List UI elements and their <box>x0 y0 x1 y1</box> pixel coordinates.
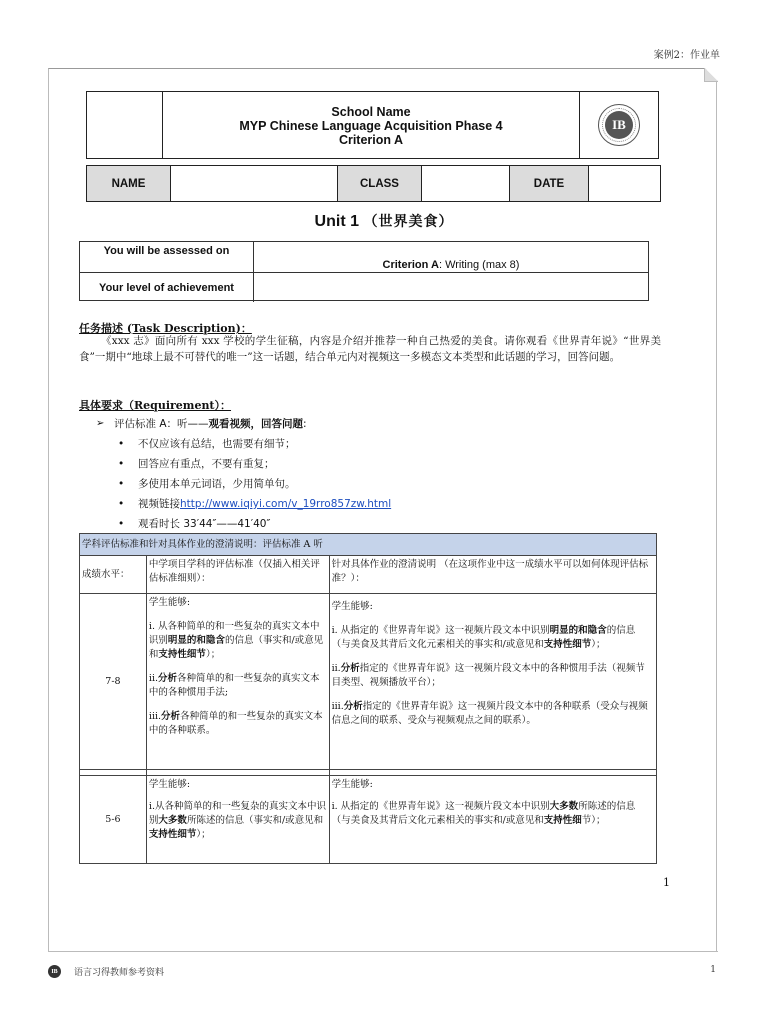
assessed-on-label: You will be assessed on <box>80 242 254 272</box>
sheet-right-edge <box>716 68 717 952</box>
date-label: DATE <box>510 166 589 201</box>
level-value: 5-6 <box>80 776 147 864</box>
header-title-cell <box>163 92 580 158</box>
list-item: • 多使用本单元词语，少用简单句。 <box>118 474 391 494</box>
criterion-detail: : Writing (max 8) <box>438 259 520 271</box>
task-description-text: 《xxx 志》面向所有 xxx 学校的学生征稿，内容是介绍并推荐一种自己热爱的美食。请你观看《世界青年说》“世界美食”一期中“地球上最不可替代的唯一”这一话题，结合单元内对视频这一多模态文本类型和此话题的学习，回答问题。 <box>79 335 661 363</box>
program-title: MYP Chinese Language Acquisition Phase 4 <box>239 119 503 133</box>
footer-ib-logo-icon: IB <box>48 965 61 978</box>
unit-title: Unit 1 <box>314 213 359 230</box>
page-fold-corner <box>704 68 718 82</box>
col-task-header: 针对具体作业的澄清说明 （在这项作业中这一成绩水平可以如何体现评估标准？）： <box>329 556 656 594</box>
ib-logo-text: IB <box>605 111 633 139</box>
footer-page-number: 1 <box>710 965 716 975</box>
class-label: CLASS <box>338 166 422 201</box>
list-item: • 回答应有重点，不要有重复； <box>118 454 391 474</box>
assessment-table <box>79 241 649 301</box>
student-info-table <box>86 165 661 202</box>
level-value: 7-8 <box>80 594 147 770</box>
arrow-bullet-icon: ➢ <box>96 418 105 429</box>
header-left-cell <box>87 92 163 158</box>
bullet-icon: • <box>118 438 125 450</box>
requirement-bullets <box>118 434 391 534</box>
list-item: • 不仅应该有总结，也需要有细节； <box>118 434 391 454</box>
assessed-criterion <box>254 242 648 272</box>
class-field[interactable] <box>422 166 510 201</box>
video-link[interactable]: http://www.iqiyi.com/v_19rro857zw.html <box>180 498 392 510</box>
subject-criteria: 学生能够: i.从各种简单的和一些复杂的真实文本中识别大多数所陈述的信息（事实和/或意见和支持性细节）； <box>146 776 329 864</box>
task-criteria: 学生能够: i. 从指定的《世界青年说》这一视频片段文本中识别明显的和隐含的信息（与美食及其背后文化元素相关的事实和/或意见和支持性细节）； ii.分析指定的《世界青年说》这一视频片段文本中的各种惯用手法（视频节目类型、视频播放平台）； iii.分析指定的《世界青年说》这一视频片段文本中的各种联系（受众与视频信息之间的联系、受众与视频观点之间的联系）。 <box>329 594 656 770</box>
criterion-title: Criterion A <box>338 133 404 147</box>
rubric-header: 学科评估标准和针对具体作业的澄清说明：评估标准 A 听 <box>80 534 657 556</box>
level-label: Your level of achievement <box>80 273 254 302</box>
criterion-label: Criterion A <box>382 259 439 271</box>
task-description-title: 任务描述 (Task Description)： <box>79 322 252 335</box>
requirement-title: 具体要求（Requirement）： <box>79 399 232 412</box>
bullet-icon: • <box>118 498 125 510</box>
ib-logo-icon <box>598 104 640 146</box>
rubric-row-7-8 <box>80 594 657 770</box>
unit-heading <box>0 211 768 231</box>
criterion-line-bold: 观看视频，回答问题 <box>208 418 304 430</box>
school-name: School Name <box>331 105 411 119</box>
page-header-label: 案例2：作业单 <box>653 50 720 61</box>
bullet-icon: • <box>118 458 125 470</box>
criterion-line-suffix: : <box>303 418 307 430</box>
name-label: NAME <box>87 166 171 201</box>
task-criteria: 学生能够: i. 从指定的《世界青年说》这一视频片段文本中识别大多数所陈述的信息（与美食及其背后文化元素相关的事实和/或意见和支持性细节）； <box>329 776 656 864</box>
list-item: • 视频链接 http://www.iqiyi.com/v_19rro857zw.html <box>118 494 391 514</box>
col-level-header: 成绩水平： <box>80 556 147 594</box>
header-table <box>86 91 659 159</box>
requirement-list <box>96 414 391 534</box>
inner-page-number: 1 <box>663 876 670 889</box>
col-subject-header: 中学项目学科的评估标准（仅插入相关评估标准细则）： <box>146 556 329 594</box>
criterion-line <box>96 414 391 434</box>
level-field[interactable] <box>254 273 648 302</box>
unit-subtitle: （世界美食） <box>363 214 454 230</box>
date-field[interactable] <box>589 166 660 201</box>
bullet-icon: • <box>118 518 125 530</box>
list-item: • 观看时长 33′44″——41′40″ <box>118 514 391 534</box>
criterion-line-prefix: 评估标准 A：听—— <box>114 418 209 430</box>
rubric-row-5-6 <box>80 776 657 864</box>
bullet-icon: • <box>118 478 125 490</box>
name-field[interactable] <box>171 166 338 201</box>
header-logo-cell <box>580 92 658 158</box>
footer-text: 语言习得教师参考资料 <box>74 968 165 978</box>
rubric-table <box>79 533 657 864</box>
subject-criteria: 学生能够: i. 从各种简单的和一些复杂的真实文本中识别明显的和隐含的信息（事实和/或意见和支持性细节）； ii.分析各种简单的和一些复杂的真实文本中的各种惯用手法; iii.分析各种简单的和一些复杂的真实文本中的各种联系。 <box>146 594 329 770</box>
